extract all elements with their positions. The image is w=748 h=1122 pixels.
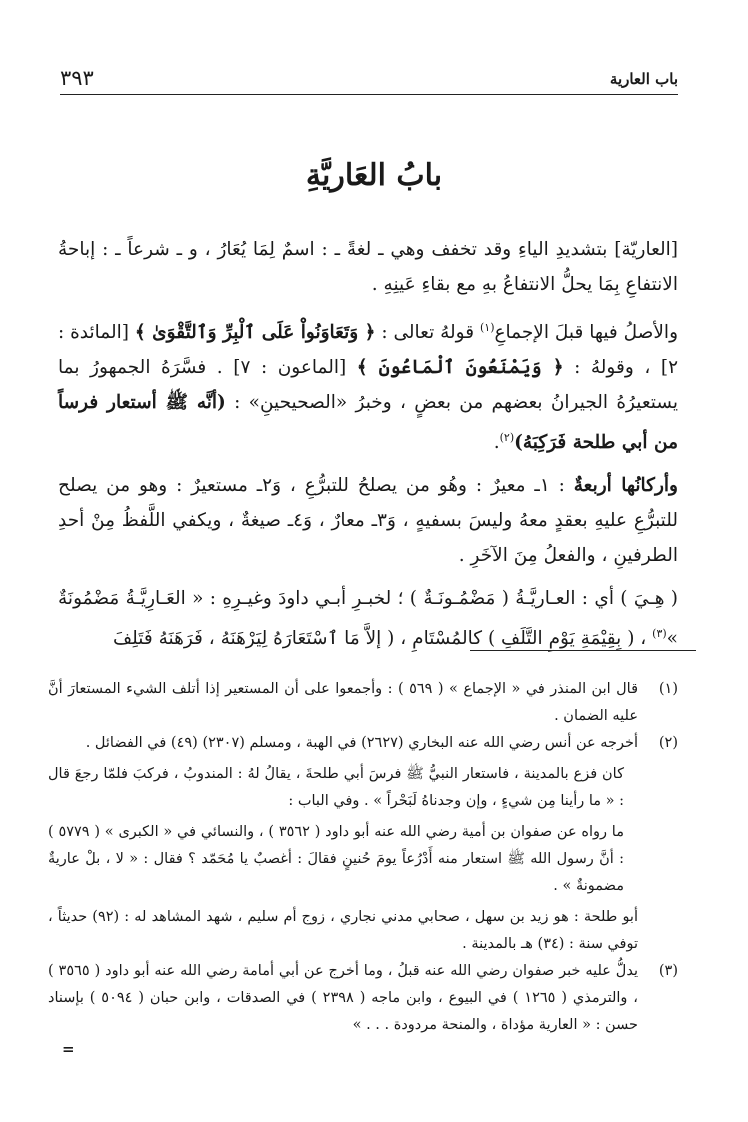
text-run: قولهُ تعالى : bbox=[375, 322, 480, 344]
footnote-body bbox=[48, 730, 638, 958]
footnote-divider bbox=[470, 650, 696, 651]
footnote-ref-3[interactable]: (٣) bbox=[652, 627, 667, 641]
continuation-mark: = bbox=[62, 1040, 75, 1058]
page-number: ٣٩٣ bbox=[60, 66, 94, 90]
page-header bbox=[60, 60, 678, 95]
footnote-text: يدلُّ عليه خبر صفوان رضي الله عنه قبلُ ، وما أخرج عن أبي أمامة رضي الله عنه أبو داود ( ٣٥٦٥ ) ، والترمذي ( ١٢٦٥ ) في البيوع ، وابن ماجه ( ٢٣٩٨ ) في الصدقات ، وابن حبان ( ٥٠٩٤ ) بإسناد حسن : « العارية مؤداة ، والمنحة مردودة . . . » bbox=[48, 963, 638, 1033]
paragraph-liability bbox=[58, 581, 678, 656]
footnote-text: ما رواه عن صفوان بن أمية رضي الله عنه أبو داود ( ٣٥٦٢ ) ، والنسائي في « الكبرى » ( ٥٧٧٩ ) : أنَّ رسول الله ﷺ استعار منه أَدْرُعاً يومَ حُنينٍ فقالَ : أغصبٌ يا مُحَمّد ؟ فقال : « لا ، بلْ عاريةٌ مضمونةٌ » . bbox=[48, 824, 624, 894]
paragraph-pillars bbox=[58, 468, 678, 573]
footnote-text: قال ابن المنذر في « الإجماع » ( ٥٦٩ ) : وأجمعوا على أن المستعير إذا أتلف الشيء المستعارَ أنَّ عليه الضمان . bbox=[48, 681, 638, 724]
footnote-body bbox=[48, 958, 638, 1039]
paragraph-definition: [العاريّة] بتشديدِ الياءِ وقد تخفف وهي ـ لغةً ـ : اسمٌ لِمَا يُعَارُ ، و ـ شرعاً ـ : إباحةُ الانتفاعِ بِمَا يحلُّ الانتفاعُ بهِ مع بقاءِ عَينِهِ . bbox=[58, 239, 678, 295]
quran-verse: ﴿ وَتَعَاوَنُواْ عَلَى ٱلْبِرِّ وَٱلتَّقْوَىٰ ﴾ bbox=[134, 322, 376, 344]
text-run: ، ( بِقِيْمَةِ يَوْمِ التَّلَفِ ) كالمُسْتَامِ ، ( إلاَّ مَا ٱسْتَعَارَهُ لِيَرْهَنَهُ ، فَرَهَنَهُ فَتَلِفَ bbox=[113, 628, 653, 650]
footnote-text: أبو طلحة : هو زيد بن سهل ، صحابي مدني نجاري ، زوج أم سليم ، شهد المشاهد له : (٩٢) حديثاً ، توفي سنة : (٣٤) هـ بالمدينة . bbox=[48, 909, 638, 952]
text-run: [الماعون : ٧] . فسَّرَهُ الجمهورُ بما يستعيرُهُ الجيرانُ بعضهم من بعضٍ ، وخبرُ «الصحيحينِ» : bbox=[58, 357, 678, 414]
running-title: باب العارية bbox=[609, 70, 678, 88]
main-text bbox=[58, 232, 678, 664]
footnote-number: (٢) bbox=[658, 735, 678, 751]
quran-verse: ﴿ وَيَمْنَعُونَ ٱلْمَاعُونَ ﴾ bbox=[356, 357, 564, 379]
text-run: [المائدة : ٢] ، وقولهُ : bbox=[58, 322, 678, 379]
footnote-3 bbox=[48, 958, 678, 1039]
text-run: ( هِـيَ ) أي : العـاريَّـةُ ( مَضْمُـونَـةٌ ) ؛ لخبـرِ أبـي داودَ وغيـرِهِ : « العَـارِيَّـةُ مَضْمُونَةٌ » bbox=[58, 588, 678, 650]
footnote-1 bbox=[48, 676, 678, 730]
footnote-body bbox=[48, 676, 638, 730]
text-run: . bbox=[493, 432, 500, 454]
text-run: : ١ـ معيرٌ : وهُو من يصلحُ للتبرُّعِ ، وَ٢ـ مستعيرٌ : وهو من يصلح للتبرُّعِ عليهِ بعقدٍ معهُ وليسَ بسفيهٍ ، وَ٣ـ معارٌ ، وَ٤ـ صيغةٌ ، ويكفي اللَّفظُ مِنْ أحدِ الطرفينِ ، والفعلُ مِنَ الآخَرِ . bbox=[58, 475, 678, 567]
footnote-ref-2[interactable]: (٢) bbox=[499, 431, 515, 445]
text-run: والأصلُ فيها قبلَ الإجماعِ bbox=[494, 322, 679, 344]
footnote-number: (٣) bbox=[658, 963, 678, 979]
footnote-number: (١) bbox=[658, 681, 678, 697]
footnote-ref-1[interactable]: (١) bbox=[479, 321, 495, 334]
footnote-text: أخرجه عن أنس رضي الله عنه البخاري (٢٦٢٧) في الهبة ، ومسلم (٢٣٠٧) (٤٩) في الفضائل . bbox=[85, 735, 638, 751]
footnote-text: كان فزع بالمدينة ، فاستعار النبيُّ ﷺ فرسَ أبي طلحةَ ، يقالُ لهُ : المندوبُ ، فركبَ فلمّا رجعَ قال : « ما رأينا مِن شيءٍ ، وإن وجدناهُ لَبَحْراً » . وفي الباب : bbox=[48, 766, 624, 809]
footnotes bbox=[48, 676, 678, 1039]
footnote-2 bbox=[48, 730, 678, 958]
chapter-title: بابُ العَاريَّةِ bbox=[305, 158, 443, 193]
section-heading: وأركانُها أربعةٌ bbox=[573, 475, 678, 497]
paragraph-evidence bbox=[58, 310, 678, 460]
hadith-text: (أنَّه ﷺ أستعار فرساً من أبي طلحة فَرَكِبَهُ) bbox=[58, 392, 678, 454]
